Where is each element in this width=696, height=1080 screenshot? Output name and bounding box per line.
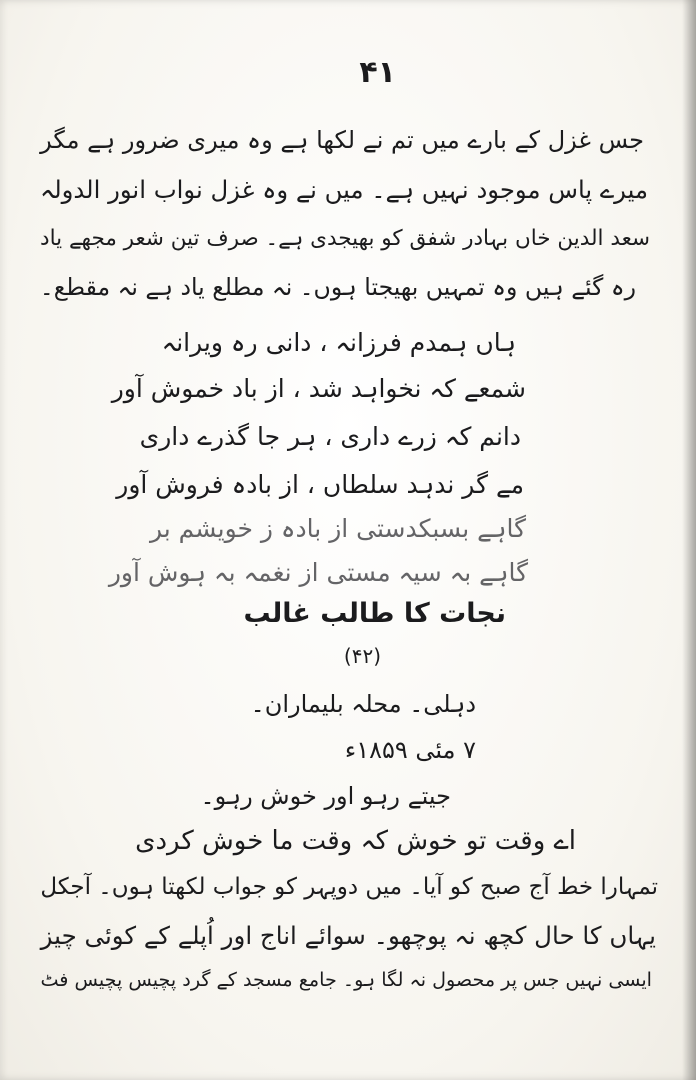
verse-3: دانم کہ زرے داری ، ہر جا گذرے داری — [139, 422, 521, 451]
letter-41-line-2: میرے پاس موجود نہیں ہے۔ میں نے وہ غزل نواب انور الدولہ — [39, 175, 648, 204]
letter-42-greeting: جیتے رہو اور خوش رہو۔ — [200, 782, 451, 810]
letter-42-place: دہلی۔ محلہ بلیماران۔ — [250, 690, 476, 718]
verse-1: ہاں ہمدم فرزانہ ، دانی رہ ویرانہ — [161, 328, 516, 357]
verse-2: شمعے کہ نخواہد شد ، از باد خموش آور — [111, 374, 526, 403]
verse-4: مے گر ندہد سلطاں ، از بادہ فروش آور — [116, 470, 524, 499]
letter-41-line-4: رہ گئے ہیں وہ تمہیں بھیجتا ہوں۔ نہ مطلع یاد ہے نہ مقطع۔ — [39, 273, 636, 301]
letter-42-marker: (۴۲) — [343, 644, 381, 668]
letter-42-date: ۷ مئی ۱۸۵۹ء — [344, 736, 476, 764]
letter-42-line-2: یہاں کا حال کچھ نہ پوچھو۔ سوائے اناج اور اُپلے کے کوئی چیز — [40, 921, 656, 950]
letter-41-line-1: جس غزل کے بارے میں تم نے لکھا ہے وہ میری ضرور ہے مگر — [40, 126, 644, 154]
verse-6: گاہے بہ سیہ مستی از نغمہ بہ ہوش آور — [108, 558, 528, 587]
letter-42-line-1: تمہارا خط آج صبح کو آیا۔ میں دوپہر کو جواب لکھتا ہوں۔ آجکل — [40, 874, 658, 900]
letter-42-line-3: ایسی نہیں جس پر محصول نہ لگا ہو۔ جامع مسجد کے گرد پچیس پچیس فٹ — [40, 968, 652, 991]
page-binding-shadow — [682, 0, 696, 1080]
signature: نجات کا طالب غالب — [243, 598, 506, 629]
letter-42-verse: اے وقت تو خوش کہ وقت ما خوش کردی — [135, 826, 576, 856]
letter-41-line-3: سعد الدین خاں بہادر شفق کو بھیجدی ہے۔ صرف تین شعر مجھے یاد — [40, 226, 650, 251]
verse-5: گاہے بسبکدستی از بادہ ز خویشم بر — [149, 514, 526, 543]
page-number: ۴۱ — [359, 55, 396, 90]
